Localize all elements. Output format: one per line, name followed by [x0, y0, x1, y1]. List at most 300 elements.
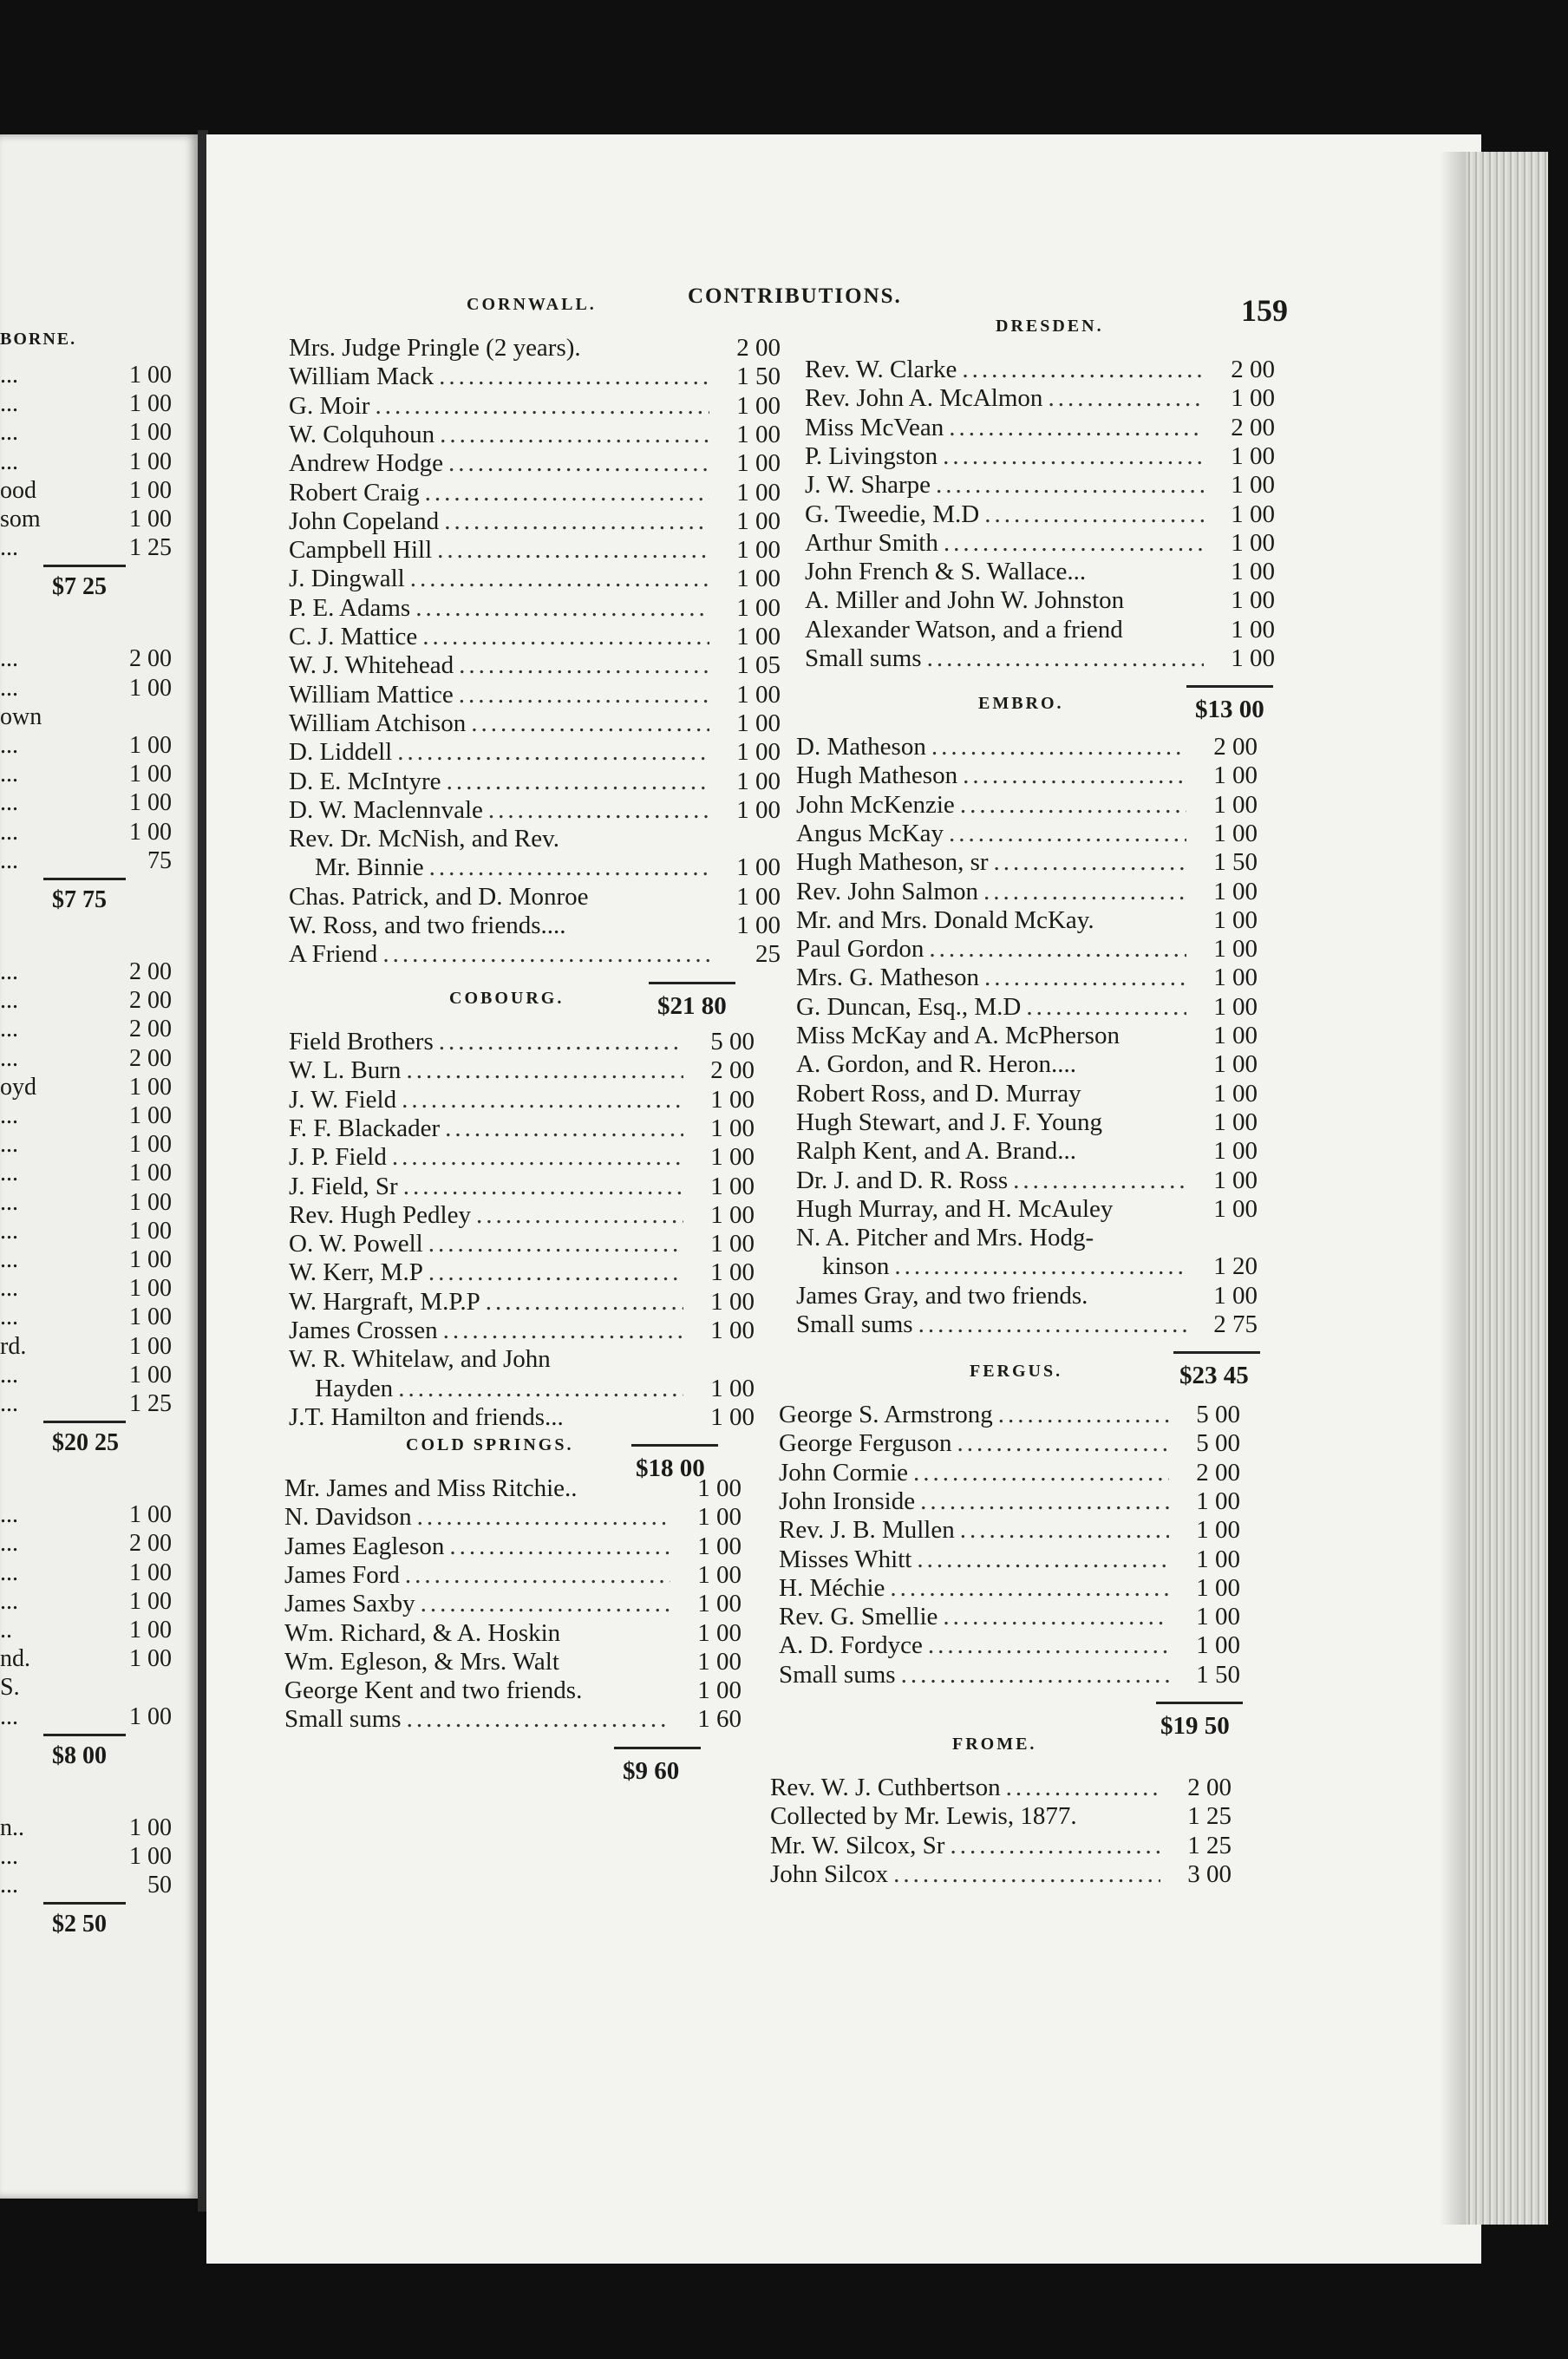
partial-entry-text: som	[0, 506, 41, 533]
total-rule	[1186, 685, 1273, 688]
leader-dots	[994, 848, 1186, 877]
contribution-amount: 1 00	[1213, 905, 1258, 934]
contribution-amount: 2 00	[129, 645, 172, 673]
contribution-amount: 1 00	[129, 1813, 172, 1841]
total-rule	[631, 1444, 718, 1447]
page-number: 159	[1241, 293, 1288, 328]
contribution-amount: 2 00	[1187, 1774, 1232, 1801]
contributor-name: James Saxby	[284, 1590, 415, 1618]
contribution-row	[289, 392, 715, 421]
contribution-row	[796, 1108, 1192, 1137]
partial-entry-text: ...	[0, 1160, 18, 1187]
contributor-name: John French & S. Wallace...	[805, 558, 1087, 586]
partial-entry-text: ...	[0, 818, 18, 846]
contribution-amount: 1 00	[736, 420, 781, 448]
partial-entry-text: ...	[0, 732, 18, 759]
contributor-name: Hugh Matheson	[796, 761, 958, 790]
contributor-name: Mr. James and Miss Ritchie..	[284, 1474, 578, 1502]
contributor-name: Angus McKay	[796, 819, 944, 847]
partial-entry-text: ...	[0, 448, 18, 475]
contribution-amount: 1 00	[1231, 384, 1275, 413]
leader-dots	[983, 878, 1186, 906]
contributor-name: Wm. Egleson, & Mrs. Walt	[284, 1647, 559, 1676]
contribution-row	[779, 1574, 1174, 1603]
leader-dots	[488, 796, 709, 825]
contribution-amount: 1 00	[129, 1131, 172, 1159]
contribution-amount: 1 00	[129, 1617, 172, 1643]
contributor-name: Rev. John Salmon	[796, 877, 978, 905]
contribution-row	[289, 738, 715, 767]
total-rule	[43, 1421, 126, 1423]
leader-dots	[960, 1516, 1169, 1545]
contributor-name: Wm. Richard, & A. Hoskin	[284, 1618, 561, 1647]
contribution-amount: 1 00	[1213, 761, 1258, 790]
contribution-amount: 1 00	[1213, 935, 1258, 964]
contribution-amount: 1 00	[1196, 1545, 1240, 1573]
contribution-row	[805, 500, 1209, 529]
partial-entry-text: own	[0, 702, 42, 730]
contribution-row	[289, 507, 715, 536]
contribution-amount: 1 00	[129, 1217, 172, 1245]
leader-dots	[1048, 384, 1204, 413]
contributor-name: Mr. Binnie	[315, 853, 424, 882]
partial-entry-text: ...	[0, 958, 18, 985]
partial-entry-text: ...	[0, 1559, 18, 1586]
partial-entry-text: ...	[0, 1188, 18, 1216]
contributor-name: Dr. J. and D. R. Ross	[796, 1166, 1009, 1194]
contribution-row	[289, 796, 715, 825]
contributor-name: Small sums	[779, 1660, 896, 1689]
contributor-name: P. Livingston	[805, 441, 938, 470]
contributor-name: George Ferguson	[779, 1429, 952, 1458]
contribution-amount: 1 00	[1213, 1166, 1258, 1194]
leader-dots	[486, 1288, 683, 1317]
partial-entry-text: ...	[0, 1530, 18, 1558]
leader-dots	[984, 500, 1204, 529]
leader-dots	[893, 1860, 1160, 1889]
leader-dots	[459, 681, 709, 709]
total-rule	[43, 565, 126, 567]
leader-dots	[936, 471, 1204, 500]
contribution-amount: 1 00	[736, 593, 781, 622]
contributor-name: A. D. Fordyce	[779, 1631, 923, 1660]
leader-dots	[443, 1317, 683, 1345]
contribution-row	[289, 1345, 689, 1374]
leader-dots	[929, 935, 1186, 964]
partial-entry-text: oyd	[0, 1073, 36, 1101]
contributor-name: Rev. Dr. McNish, and Rev.	[289, 825, 559, 853]
contribution-amount: 1 25	[129, 534, 172, 562]
contribution-amount: 1 00	[710, 1402, 755, 1431]
contribution-amount: 1 00	[129, 476, 172, 504]
contributor-name: W. Kerr, M.P	[289, 1258, 423, 1287]
contribution-row	[289, 768, 715, 796]
leader-dots	[439, 1028, 683, 1056]
contribution-amount: 1 00	[710, 1230, 755, 1258]
partial-entry-text: rd.	[0, 1332, 27, 1360]
contribution-amount: 2 00	[1231, 356, 1275, 383]
contribution-amount: 1 00	[129, 1702, 172, 1730]
contribution-row	[315, 1375, 689, 1403]
contribution-amount: 1 00	[129, 1559, 172, 1586]
partial-entry-text: ...	[0, 674, 18, 702]
leader-dots	[440, 421, 709, 449]
contributor-name: Rev. G. Smellie	[779, 1603, 938, 1631]
partial-entry-text: ...	[0, 1016, 18, 1043]
contribution-amount: 1 00	[1231, 441, 1275, 470]
contributor-name: J. W. Sharpe	[805, 471, 931, 500]
contributor-name: W. R. Whitelaw, and John	[289, 1345, 551, 1374]
contribution-row	[289, 623, 715, 651]
contribution-row	[284, 1619, 676, 1648]
contribution-row	[779, 1459, 1174, 1487]
leader-dots	[920, 1487, 1169, 1516]
contributor-name: F. F. Blackader	[289, 1114, 441, 1142]
contributor-name: Mrs. Judge Pringle (2 years).	[289, 334, 581, 362]
contributor-name: Miss McKay and A. McPherson	[796, 1022, 1120, 1049]
contribution-amount: 1 00	[697, 1647, 742, 1676]
contribution-row	[289, 594, 715, 623]
contribution-amount: 1 00	[1213, 1137, 1258, 1166]
contribution-amount: 1 00	[697, 1560, 742, 1589]
contributor-name: Hugh Stewart, and J. F. Young	[796, 1108, 1102, 1136]
leader-dots	[890, 1574, 1169, 1603]
contributor-name: Arthur Smith	[805, 528, 938, 557]
contribution-row	[770, 1860, 1166, 1889]
contributor-name: John Silcox	[770, 1859, 889, 1888]
contribution-amount: 1 50	[1213, 848, 1258, 877]
contribution-amount: 2 75	[1213, 1310, 1258, 1338]
contribution-row	[796, 935, 1192, 964]
partial-entry-text: ood	[0, 476, 36, 504]
contribution-row	[779, 1401, 1174, 1429]
contribution-row	[779, 1487, 1174, 1516]
contribution-amount: 1 00	[1213, 790, 1258, 819]
contributor-name: William Mattice	[289, 680, 454, 709]
contribution-amount: 1 00	[697, 1532, 742, 1560]
contributor-name: James Eagleson	[284, 1532, 445, 1560]
contribution-row	[822, 1252, 1192, 1281]
contribution-row	[289, 449, 715, 478]
contribution-row	[289, 1028, 689, 1056]
contributor-name: N. A. Pitcher and Mrs. Hodg-	[796, 1224, 1094, 1252]
contribution-amount: 1 00	[1213, 992, 1258, 1021]
section-title-frome: FROME.	[952, 1735, 1037, 1754]
section-title-fergus: FERGUS.	[970, 1362, 1063, 1381]
contributor-name: D. E. McIntyre	[289, 767, 441, 795]
contribution-amount: 1 00	[129, 674, 172, 702]
contribution-row	[805, 586, 1209, 615]
partial-entry-text: ...	[0, 1102, 18, 1129]
contributor-name: Hugh Murray, and H. McAuley	[796, 1194, 1114, 1223]
partial-entry-text: ...	[0, 1872, 18, 1899]
contributor-name: J. Dingwall	[289, 565, 405, 593]
partial-entry-text: ...	[0, 1390, 18, 1417]
contribution-amount: 2 00	[1213, 733, 1258, 761]
section-total: $18 00	[636, 1454, 705, 1483]
contributor-name: Alexander Watson, and a friend	[805, 615, 1123, 644]
leader-dots	[901, 1661, 1169, 1689]
leader-dots	[447, 768, 709, 796]
contribution-amount: 1 00	[697, 1590, 742, 1618]
leader-dots	[943, 442, 1204, 471]
contribution-amount: 1 00	[736, 623, 781, 650]
contribution-row	[289, 1173, 689, 1201]
contributor-name: A Friend	[289, 940, 378, 969]
partial-entry-text: ...	[0, 534, 18, 562]
contribution-row	[796, 1282, 1192, 1310]
contribution-row	[796, 1224, 1192, 1252]
partial-entry-text: ...	[0, 390, 18, 418]
contributor-name: Hayden	[315, 1374, 394, 1402]
contribution-row	[284, 1532, 676, 1561]
contributor-name: kinson	[822, 1252, 890, 1281]
main-page	[206, 134, 1481, 2264]
partial-entry-text: n..	[0, 1813, 24, 1841]
section-total: $20 25	[52, 1429, 119, 1457]
partial-entry-text: ...	[0, 1702, 18, 1730]
contribution-row	[805, 558, 1209, 586]
contribution-row	[796, 761, 1192, 790]
contribution-row	[315, 853, 715, 882]
contribution-row	[779, 1631, 1174, 1660]
contributor-name: Rev. W. Clarke	[805, 356, 957, 383]
leader-dots	[950, 1832, 1160, 1860]
contributor-name: Small sums	[805, 644, 922, 672]
contribution-amount: 1 00	[736, 391, 781, 420]
leader-dots	[421, 1590, 670, 1618]
contribution-row	[779, 1545, 1174, 1574]
contribution-amount: 1 00	[1231, 558, 1275, 586]
contributor-name: James Crossen	[289, 1317, 438, 1344]
leader-dots	[429, 853, 709, 882]
contributor-name: A. Miller and John W. Johnston	[805, 586, 1125, 615]
contribution-row	[289, 1056, 689, 1085]
contribution-amount: 1 00	[736, 680, 781, 709]
contribution-amount: 1 00	[129, 1188, 172, 1216]
contribution-row	[805, 384, 1209, 413]
contribution-amount: 1 00	[1213, 1022, 1258, 1049]
contribution-amount: 1 00	[1196, 1516, 1240, 1545]
contributor-name: P. E. Adams	[289, 593, 411, 622]
contribution-amount: 1 00	[736, 767, 781, 795]
contribution-amount: 1 00	[1231, 471, 1275, 500]
contributor-name: J. W. Field	[289, 1085, 397, 1114]
contributor-name: Andrew Hodge	[289, 449, 443, 478]
section-total: $19 50	[1160, 1712, 1230, 1740]
contribution-amount: 1 25	[1187, 1831, 1232, 1859]
leader-dots	[998, 1401, 1169, 1429]
leader-dots	[928, 1631, 1169, 1660]
contribution-amount: 1 05	[736, 651, 781, 680]
contributor-name: George Kent and two friends.	[284, 1676, 583, 1705]
leader-dots	[1013, 1166, 1186, 1195]
contribution-row	[770, 1832, 1166, 1860]
contributor-name: Field Brothers	[289, 1028, 434, 1055]
contribution-row	[770, 1774, 1166, 1802]
contribution-row	[289, 1230, 689, 1258]
leader-dots	[957, 1429, 1170, 1458]
contribution-amount: 1 60	[697, 1705, 742, 1734]
contribution-amount: 1 00	[1213, 1281, 1258, 1310]
section-total: $9 60	[623, 1756, 680, 1785]
contribution-amount: 50	[147, 1872, 172, 1899]
contribution-row	[289, 651, 715, 680]
contribution-amount: 1 00	[129, 1501, 172, 1529]
contribution-row	[796, 848, 1192, 877]
section-title-cobourg: COBOURG.	[449, 989, 565, 1008]
contribution-row	[779, 1516, 1174, 1545]
contributor-name: Campbell Hill	[289, 536, 433, 565]
section-title-cornwall: CORNWALL.	[467, 295, 597, 314]
leader-dots	[1006, 1774, 1160, 1802]
leader-dots	[471, 709, 709, 738]
contribution-row	[805, 442, 1209, 471]
contribution-row	[289, 1403, 689, 1432]
contribution-row	[796, 964, 1192, 992]
leader-dots	[913, 1459, 1169, 1487]
leader-dots	[445, 1114, 683, 1143]
contribution-amount: 1 00	[710, 1287, 755, 1316]
contribution-amount: 1 50	[736, 363, 781, 391]
contribution-row	[289, 1288, 689, 1317]
partial-entry-text: ...	[0, 1361, 18, 1389]
contributor-name: W. L. Burn	[289, 1056, 402, 1085]
contribution-row	[289, 709, 715, 738]
partial-entry-text: ...	[0, 987, 18, 1015]
contribution-amount: 1 00	[129, 1304, 172, 1331]
contribution-row	[796, 1310, 1192, 1339]
contribution-row	[289, 479, 715, 507]
contribution-amount: 1 00	[736, 536, 781, 565]
contribution-amount: 1 00	[736, 912, 781, 939]
contribution-amount: 3 00	[1187, 1859, 1232, 1888]
section-total: $23 45	[1179, 1362, 1249, 1390]
partial-entry-text: ...	[0, 1587, 18, 1615]
leader-dots	[425, 479, 709, 507]
contribution-row	[289, 1114, 689, 1143]
contribution-row	[805, 356, 1209, 384]
contributor-name: Rev. W. J. Cuthbertson	[770, 1774, 1001, 1801]
contribution-row	[289, 536, 715, 565]
leader-dots	[927, 644, 1204, 673]
partial-entry-text: ...	[0, 1843, 18, 1870]
contribution-row	[796, 1050, 1192, 1079]
contribution-amount: 1 00	[1213, 1079, 1258, 1108]
contribution-row	[805, 529, 1209, 558]
section-total: $7 25	[52, 573, 107, 601]
contribution-amount: 1 50	[1196, 1660, 1240, 1689]
contribution-amount: 1 00	[1213, 964, 1258, 992]
contributor-name: Miss McVean	[805, 413, 944, 441]
contributor-name: W. J. Whitehead	[289, 651, 454, 680]
leader-dots	[428, 1258, 683, 1287]
contribution-amount: 1 00	[1196, 1603, 1240, 1631]
contribution-amount: 1 00	[736, 506, 781, 535]
contributor-name: James Ford	[284, 1560, 400, 1589]
contribution-row	[779, 1429, 1174, 1458]
contributor-name: G. Tweedie, M.D	[805, 500, 980, 528]
contributor-name: Small sums	[796, 1310, 913, 1338]
leader-dots	[963, 761, 1186, 790]
contribution-amount: 5 00	[710, 1028, 755, 1055]
partial-entry-text: ...	[0, 362, 18, 389]
contributor-name: J. Field, Sr	[289, 1172, 398, 1200]
leader-dots	[405, 1561, 670, 1590]
leader-dots	[918, 1310, 1186, 1339]
leader-dots	[962, 356, 1204, 384]
contributor-name: Mr. and Mrs. Donald McKay.	[796, 905, 1094, 934]
contribution-row	[805, 414, 1209, 442]
contribution-row	[796, 1166, 1192, 1195]
contribution-amount: 1 00	[1231, 644, 1275, 672]
partial-entry-text: ...	[0, 1501, 18, 1529]
contribution-amount: 1 00	[1213, 1108, 1258, 1136]
contribution-row	[289, 1258, 689, 1287]
contributor-name: D. W. Maclennvale	[289, 795, 483, 824]
contribution-amount: 1 00	[1231, 500, 1275, 528]
partial-entry-text: ...	[0, 1275, 18, 1303]
contribution-amount: 1 00	[1196, 1573, 1240, 1602]
section-title-embro: EMBRO.	[978, 694, 1064, 713]
section-total: $13 00	[1195, 696, 1264, 724]
leader-dots	[382, 940, 709, 969]
contribution-amount: 1 00	[736, 449, 781, 478]
contribution-amount: 1 00	[129, 789, 172, 817]
contributor-name: John Cormie	[779, 1458, 909, 1487]
contribution-amount: 1 00	[1231, 615, 1275, 644]
contribution-row	[779, 1661, 1174, 1689]
contributor-name: W. Ross, and two friends....	[289, 912, 566, 939]
partial-entry-text: ...	[0, 419, 18, 447]
contribution-amount: 1 00	[129, 362, 172, 389]
total-rule	[43, 1902, 126, 1905]
leader-dots	[417, 1503, 670, 1532]
contribution-amount: 1 00	[129, 1361, 172, 1389]
contribution-amount: 1 00	[710, 1172, 755, 1200]
contributor-name: Ralph Kent, and A. Brand...	[796, 1137, 1076, 1166]
contribution-row	[289, 1143, 689, 1172]
contribution-amount: 1 00	[736, 565, 781, 593]
leader-dots	[407, 1705, 670, 1734]
contributor-name: Paul Gordon	[796, 935, 924, 964]
contribution-amount: 1 00	[1213, 877, 1258, 905]
contribution-amount: 75	[147, 846, 172, 874]
contributor-name: Robert Ross, and D. Murray	[796, 1079, 1081, 1108]
leader-dots	[397, 738, 709, 767]
contributor-name: Rev. J. B. Mullen	[779, 1516, 955, 1545]
section-title-cold-springs: COLD SPRINGS.	[406, 1435, 574, 1454]
partial-entry-text: ...	[0, 1217, 18, 1245]
contributor-name: Rev. John A. McAlmon	[805, 384, 1043, 413]
partial-entry-text: ..	[0, 1617, 12, 1643]
contribution-row	[284, 1561, 676, 1590]
contribution-amount: 1 00	[697, 1676, 742, 1705]
contributor-name: Collected by Mr. Lewis, 1877.	[770, 1802, 1077, 1831]
partial-entry-text: ...	[0, 846, 18, 874]
leader-dots	[448, 449, 709, 478]
contribution-amount: 1 00	[710, 1114, 755, 1142]
contributor-name: J. P. Field	[289, 1143, 387, 1172]
contribution-amount: 1 00	[710, 1374, 755, 1402]
contributor-name: N. Davidson	[284, 1503, 412, 1532]
contribution-amount: 1 00	[129, 1160, 172, 1187]
contribution-amount: 1 00	[697, 1503, 742, 1532]
contribution-amount: 1 00	[710, 1317, 755, 1344]
contribution-row	[289, 825, 715, 853]
page-edges	[1466, 152, 1548, 2225]
contribution-row	[796, 1195, 1192, 1224]
